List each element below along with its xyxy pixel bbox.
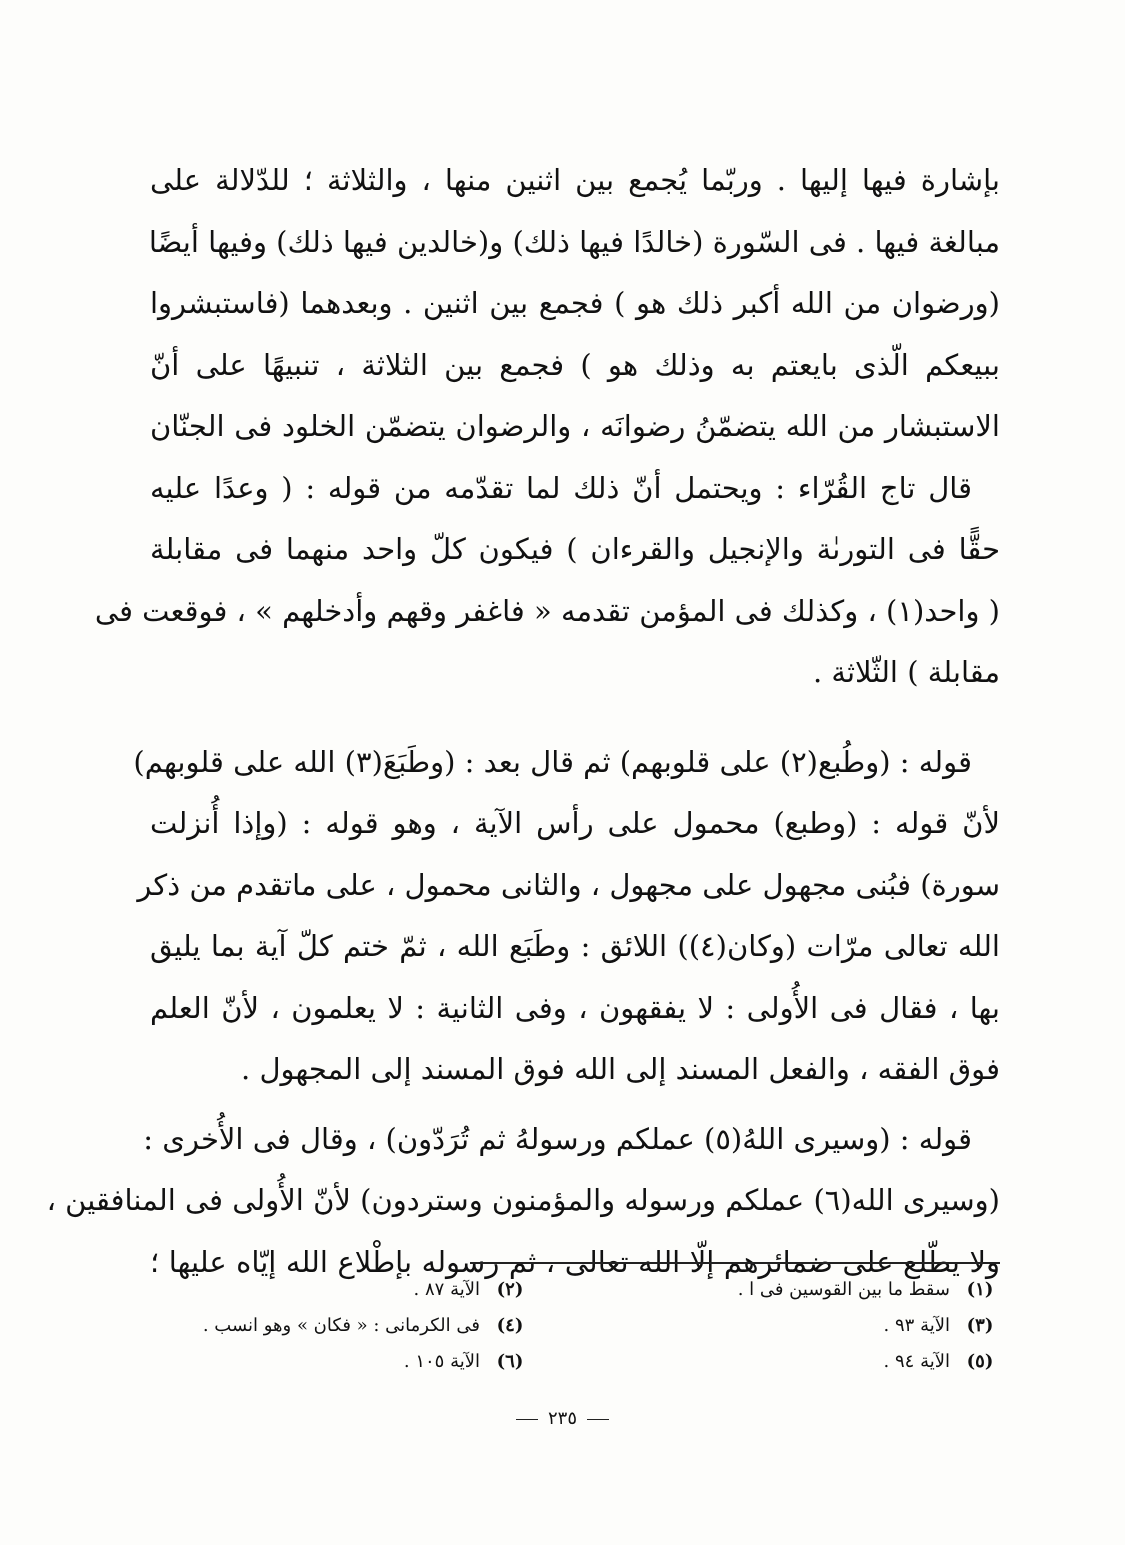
text-line: قال تاج القُرّاء : ويحتمل أنّ ذلك لما تقدّمه من قوله : ( وعدًا عليه [150,470,972,505]
footnote-text: الآية ٩٣ . [883,1315,950,1336]
footnote [540,1272,1010,1308]
footnote [130,1272,540,1308]
footnote-number: (١) [966,1279,994,1300]
footnotes [130,1272,1010,1380]
footnote-text: الآية ٨٧ . [413,1279,480,1300]
footnote-row [130,1308,1010,1344]
text-line: قوله : (وطُبع(٢) على قلوبهم) ثم قال بعد : (وطَبَعَ(٣) الله على قلوبهم) [133,744,972,779]
text-line: ببيعكم الّذى بايعتم به وذلك هو ) فجمع بين الثلاثة ، تنبيهًا على أنّ [150,347,1000,382]
text-line: (وسيرى الله(٦) عملكم ورسوله والمؤمنون وستردون) لأنّ الأُولى فى المنافقين ، [46,1183,1000,1217]
footnote-number: (٥) [966,1351,994,1372]
footnote-number: (٤) [496,1315,524,1336]
text-line: الله تعالى مرّات (وكان(٤)) اللائق : وطَبَع الله ، ثمّ ختم كلّ آية بما يليق [150,929,1000,963]
dash-icon [587,1419,609,1420]
text-line: فوق الفقه ، والفعل المسند إلى الله فوق المسند إلى المجهول . [241,1052,1000,1086]
text-line: الاستبشار من الله يتضمّنُ رضوانَه ، والرضوان يتضمّن الخلود فى الجنّان [150,409,1000,443]
footnote-number: (٢) [496,1279,524,1300]
footnote-divider [470,1262,1000,1264]
footnote-row [130,1272,1010,1308]
footnote [540,1344,1010,1380]
footnote-text: سقط ما بين القوسين فى ا . [737,1279,950,1300]
footnote [130,1344,540,1380]
text-line: مقابلة ) الثّلاثة . [812,655,1000,689]
footnote-text: فى الكرمانى : « فكان » وهو انسب . [202,1315,480,1336]
paragraph-gap [150,1101,1000,1109]
text-line: لأنّ قوله : (وطبع) محمول على رأس الآية ، وهو قوله : (وإذا أُنزلت [150,806,1000,840]
text-line: سورة) فبُنى مجهول على مجهول ، والثانى محمول ، على ماتقدم من ذكر [137,867,1000,902]
main-text [46,150,1001,1293]
footnote-number: (٣) [966,1315,994,1336]
text-line: قوله : (وسيرى اللهُ(٥) عملكم ورسولهُ ثم تُرَدّون) ، وقال فى الأُخرى : [143,1121,972,1156]
footnote-text: الآية ١٠٥ . [403,1351,480,1372]
footnote [130,1308,540,1344]
paragraph-gap [150,704,1000,732]
text-line: حقًّا فى التورىٰة والإنجيل والقرءان ) فيكون كلّ واحد منهما فى مقابلة [150,532,1000,566]
text-line: بها ، فقال فى الأُولى : لا يفقهون ، وفى الثانية : لا يعلمون ، لأنّ العلم [150,990,1000,1025]
dash-icon [516,1419,538,1420]
page-number-value: ٢٣٥ [547,1408,577,1429]
footnote [540,1308,1010,1344]
footnote-row [130,1344,1010,1380]
text-line: (ورضوان من الله أكبر ذلك هو ) فجمع بين اثنين . وبعدهما (فاستبشروا [150,286,1000,320]
text-line: ولا يطّلع على ضمائرهم إلّا الله تعالى ، ثم رسوله بإطْلاع الله إيّاه عليها ؛ [150,1244,1000,1279]
footnote-number: (٦) [496,1351,524,1372]
text-line: بإشارة فيها إليها . وربّما يُجمع بين اثنين منها ، والثلاثة ؛ للدّلالة على [150,163,1001,197]
text-line: مبالغة فيها . فى السّورة (خالدًا فيها ذلك) و(خالدين فيها ذلك) وفيها أيضًا [148,224,1000,259]
footnote-text: الآية ٩٤ . [883,1351,950,1372]
page-number [0,1408,1125,1429]
text-line: ( واحد(١) ، وكذلك فى المؤمن تقدمه « فاغفر وقهم وأدخلهم » ، فوقعت فى [94,593,1000,628]
